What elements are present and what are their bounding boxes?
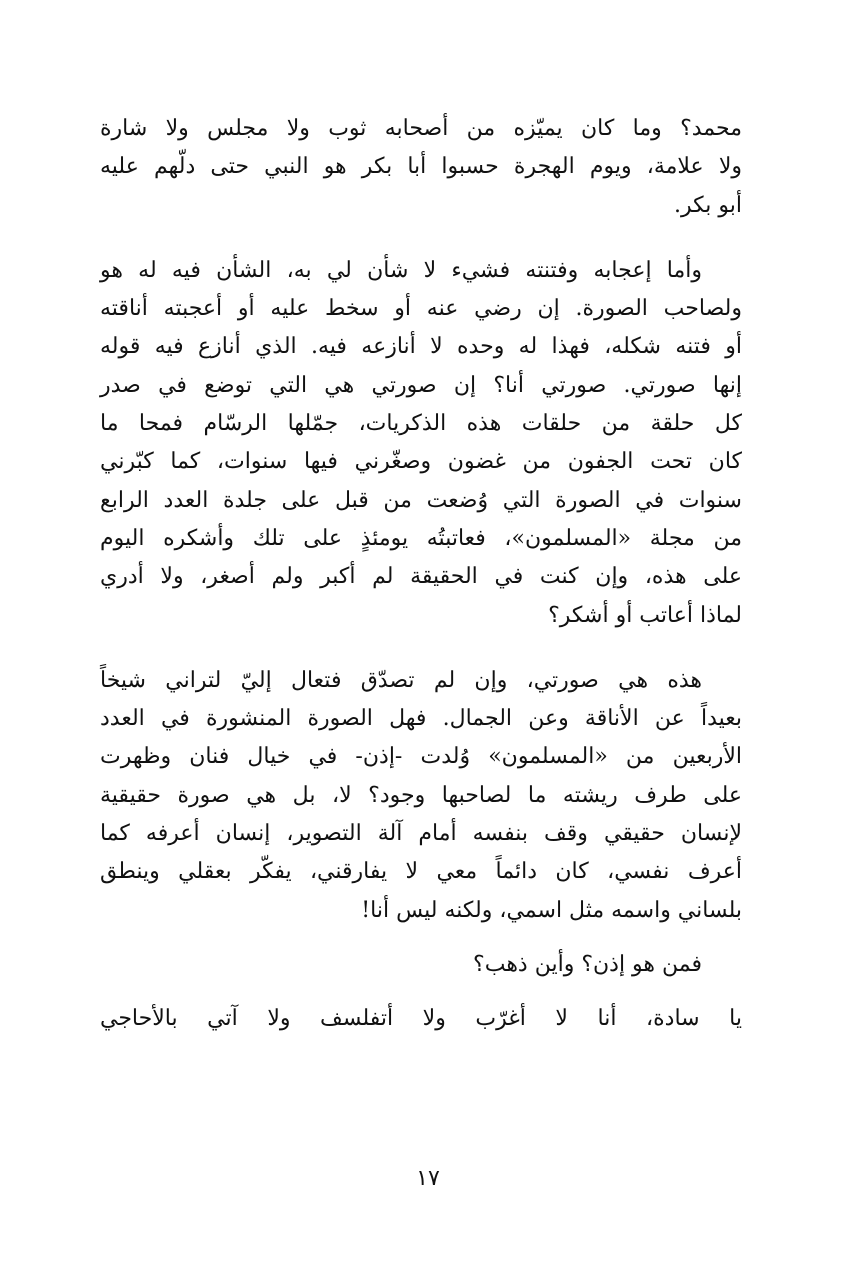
text-line: أعرف نفسي، كان دائماً معي لا يفارقني، يفكّر بعقلي وينطق — [100, 859, 742, 885]
text-line: أبو بكر. — [674, 192, 742, 218]
text-line: على هذه، وإن كنت في الحقيقة لم أكبر ولم أصغر، ولا أدري — [100, 564, 742, 590]
text-line: على طرف ريشته ما لصاحبها وجود؟ لا، بل هي صورة حقيقية — [100, 782, 742, 808]
paragraph-5 — [100, 1000, 742, 1038]
text-line: لإنسان حقيقي وقف بنفسه أمام آلة التصوير، إنسان أعرفه كما — [100, 821, 742, 847]
paragraph-2 — [100, 252, 742, 635]
text-line: محمد؟ وما كان يميّزه من أصحابه ثوب ولا مجلس ولا شارة — [100, 116, 742, 141]
text-line: بلساني واسمه مثل اسمي، ولكنه ليس أنا! — [361, 897, 742, 923]
paragraph-spacer — [100, 635, 742, 662]
paragraph-spacer — [100, 225, 742, 252]
paragraph-4 — [100, 946, 742, 984]
text-line: كان تحت الجفون من غضون وصغّرني فيها سنوات، كما كبّرني — [100, 449, 742, 475]
page-number: ١٧ — [416, 1166, 440, 1191]
text-line: بعيداً عن الأناقة وعن الجمال. فهل الصورة المنشورة في العدد — [100, 706, 742, 732]
text-line: كل حلقة من حلقات هذه الذكريات، جمّلها الرسّام فمحا ما — [100, 411, 742, 437]
text-line: ولصاحب الصورة. إن رضي عنه أو سخط عليه أو أعجبته أناقته — [100, 296, 742, 322]
paragraph-1 — [100, 110, 742, 225]
text-line: لماذا أعاتب أو أشكر؟ — [548, 602, 742, 628]
text-line: الأربعين من «المسلمون» وُلدت -إذن- في خيال فنان وظهرت — [100, 744, 742, 770]
paragraph-spacer — [100, 984, 742, 1000]
text-line: وأما إعجابه وفتنته فشيء لا شأن لي به، الشأن فيه له هو — [100, 257, 702, 283]
text-line: سنوات في الصورة التي وُضعت من قبل على جلدة العدد الرابع — [100, 487, 742, 513]
text-line: يا سادة، أنا لا أغرّب ولا أتفلسف ولا آتي بالأحاجي — [100, 1006, 742, 1032]
text-line: فمن هو إذن؟ وأين ذهب؟ — [473, 951, 702, 977]
text-line: هذه هي صورتي، وإن لم تصدّق فتعال إليّ لتراني شيخاً — [100, 667, 702, 693]
text-line: من مجلة «المسلمون»، فعاتبتُه يومئذٍ على تلك وأشكره اليوم — [100, 525, 742, 551]
paragraph-3 — [100, 662, 742, 930]
text-line: إنها صورتي. صورتي أنا؟ إن صورتي هي التي توضع في صدر — [100, 372, 742, 398]
paragraph-spacer — [100, 930, 742, 946]
text-line: أو فتنه شكله، فهذا له وحده لا أنازعه فيه. الذي أنازع فيه قوله — [100, 334, 742, 360]
page-text — [100, 110, 742, 1039]
text-line: ولا علامة، ويوم الهجرة حسبوا أبا بكر هو النبي حتى دلّهم عليه — [100, 154, 742, 180]
